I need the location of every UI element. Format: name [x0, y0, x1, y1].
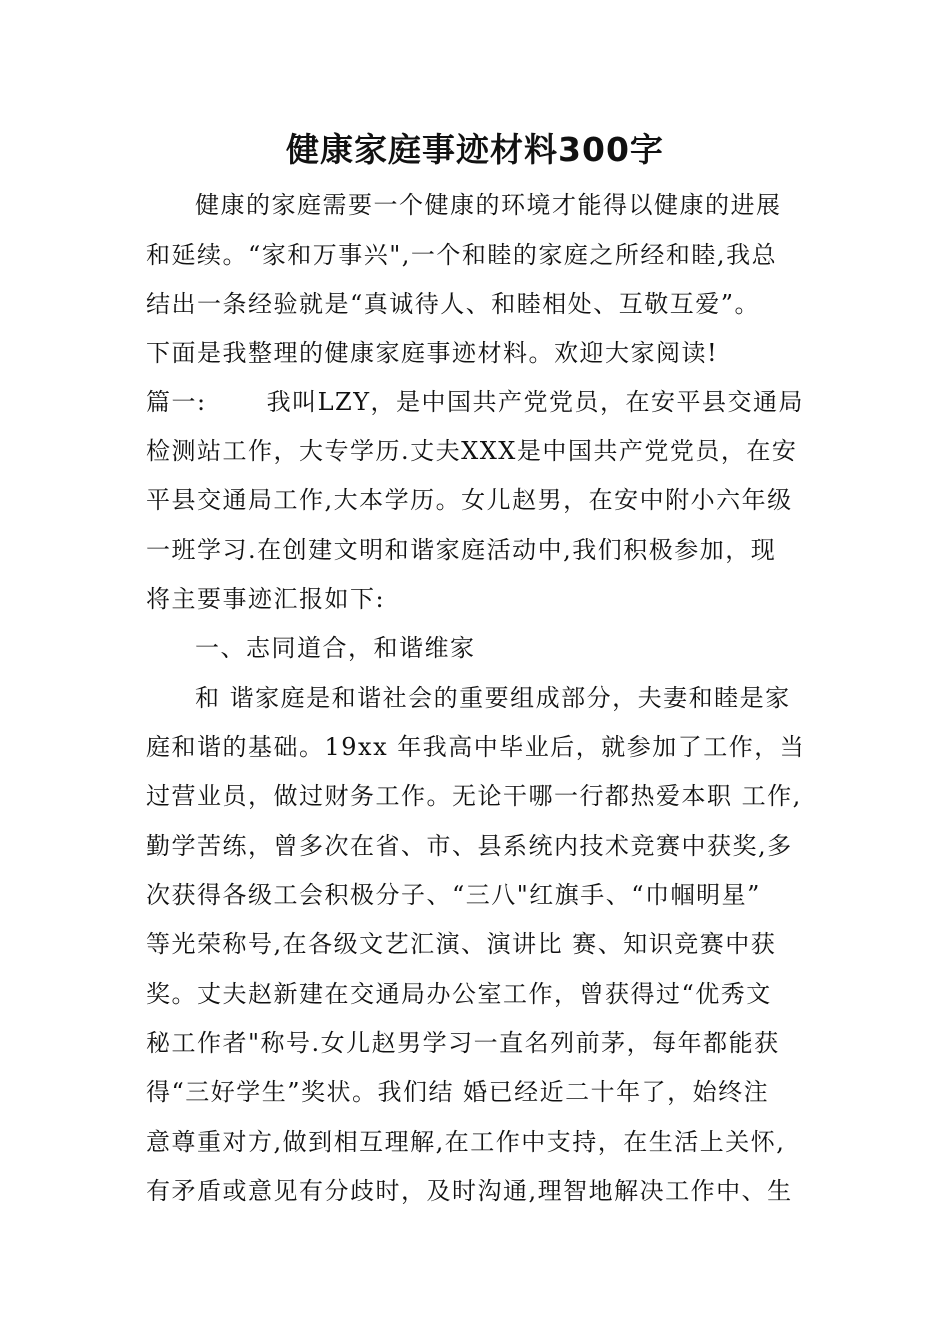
paragraph-line: 结出一条经验就是“真诚待人、和睦相处、互敬互爱”。 — [146, 290, 761, 318]
paragraph-line: 和 谐家庭是和谐社会的重要组成部分，夫妻和睦是家 — [195, 684, 791, 712]
paragraph-line: 秘工作者"称号.女儿赵男学习一直名列前茅，每年都能获 — [146, 1029, 780, 1057]
paragraph-line: 奖。丈夫赵新建在交通局办公室工作，曾获得过“优秀文 — [146, 980, 772, 1008]
paragraph-line: 有矛盾或意见有分歧时，及时沟通,理智地解决工作中、生 — [146, 1177, 793, 1205]
section-label: 篇一: — [146, 388, 207, 416]
paragraph-line: 健康的家庭需要一个健康的环境才能得以健康的进展 — [195, 191, 782, 219]
paragraph-line: 勤学苦练，曾多次在省、市、县系统内技术竞赛中获奖,多 — [146, 832, 793, 860]
section-heading: 一、志同道合，和谐维家 — [195, 634, 476, 662]
paragraph-line: 下面是我整理的健康家庭事迹材料。欢迎大家阅读! — [146, 339, 719, 367]
paragraph-line: 过营业员，做过财务工作。无论干哪一行都热爱本职 工作, — [146, 782, 802, 810]
paragraph-line: 和延续。“家和万事兴",一个和睦的家庭之所经和睦,我总 — [146, 241, 778, 269]
paragraph-line: 一班学习.在创建文明和谐家庭活动中,我们积极参加，现 — [146, 536, 777, 564]
paragraph-line: 检测站工作，大专学历.丈夫XXX是中国共产党党员，在安 — [146, 437, 798, 465]
paragraph-line: 得“三好学生”奖状。我们结 婚已经近二十年了，始终注 — [146, 1078, 770, 1106]
paragraph-line — [146, 377, 816, 427]
paragraph-line: 次获得各级工会积极分子、“三八"红旗手、“巾帼明星” — [146, 881, 761, 909]
paragraph-line: 平县交通局工作,大本学历。女儿赵男，在安中附小六年级 — [146, 486, 793, 514]
paragraph-line: 等光荣称号,在各级文艺汇演、演讲比 赛、知识竞赛中获 — [146, 930, 777, 958]
document-title: 健康家庭事迹材料300字 — [286, 130, 664, 169]
paragraph-line: 庭和谐的基础。19xx 年我高中毕业后，就参加了工作，当 — [146, 733, 806, 761]
paragraph-line: 将主要事迹汇报如下: — [146, 585, 386, 613]
paragraph-line: 意尊重对方,做到相互理解,在工作中支持，在生活上关怀, — [146, 1128, 786, 1156]
paragraph-text: 我叫LZY，是中国共产党党员，在安平县交通局 — [266, 388, 805, 416]
